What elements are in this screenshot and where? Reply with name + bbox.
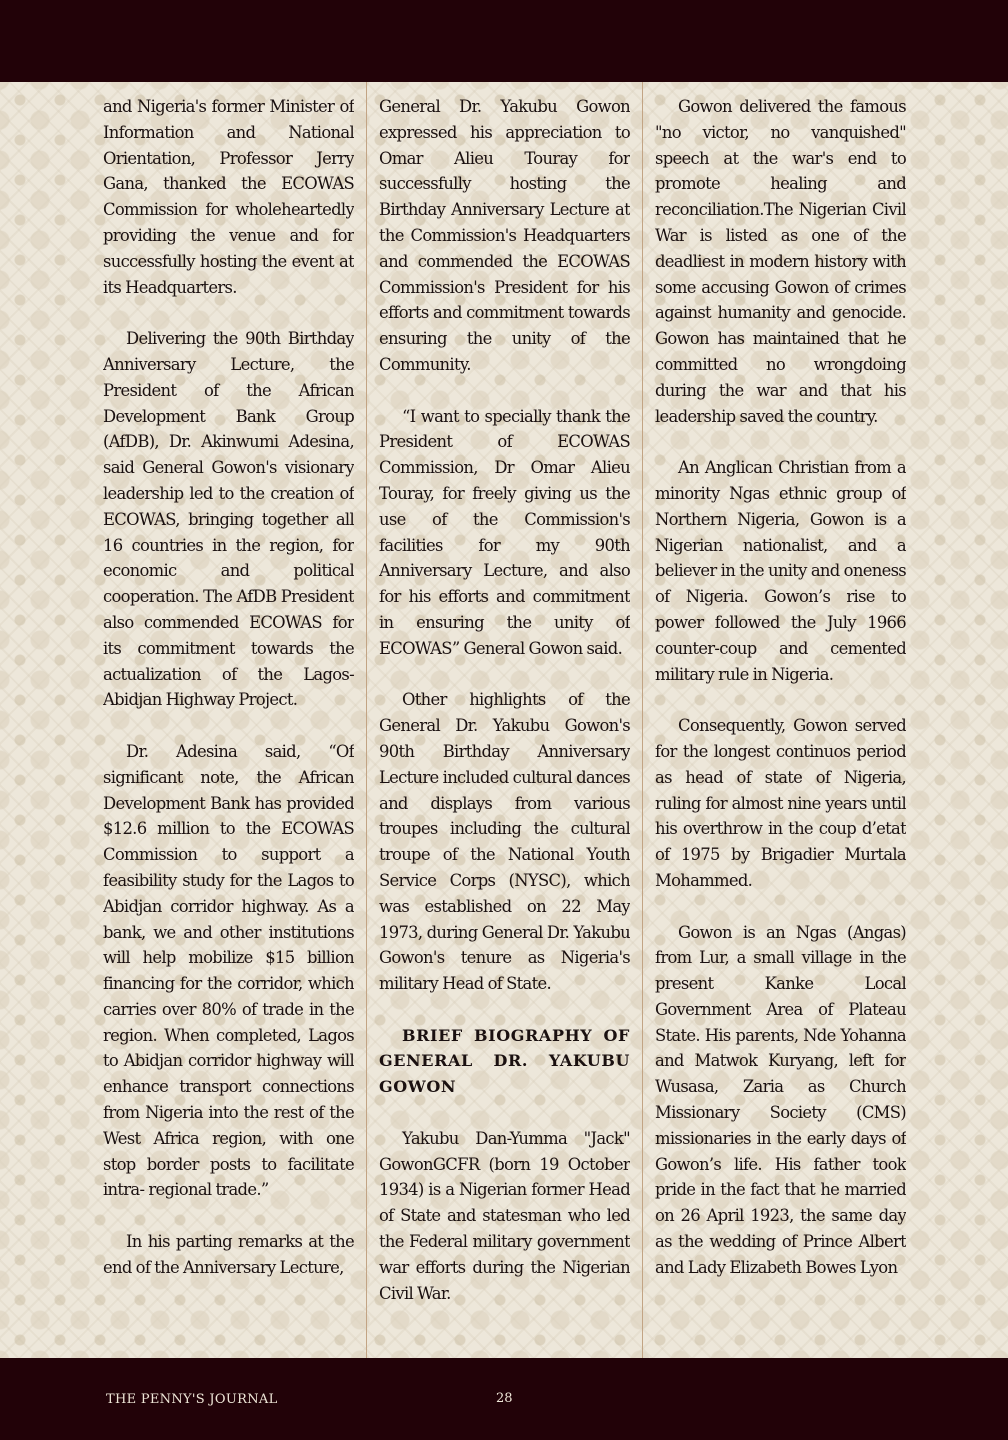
paragraph: Dr. Adesina said, “Of significant note, the African Development Bank has provided $12.6 million to the ECOWAS Commission to support a feasibility study for the Lagos to Abidjan corridor highway. As a bank, we and other institutions will help mobilize $15 billion financing for the corridor, which carries over 80% of trade in the region. When completed, Lagos to Abidjan corridor highway will enhance transport connections from Nigeria into the rest of the West Africa region, with one stop border posts to facilitate intra- regional trade.” xyxy=(103,741,354,1200)
section-heading: BRIEF BIOGRAPHY OF GENERAL DR. YAKUBU GOWON xyxy=(379,1025,630,1097)
paragraph: Gowon delivered the famous "no victor, no vanquished" speech at the war's end to promote healing and reconciliation.The Nigerian Civil War is listed as one of the deadliest in modern history with some accusing Gowon of crimes against humanity and genocide. Gowon has maintained that he committed no wrongdoing during the war and that his leadership saved the country. xyxy=(655,97,906,426)
top-banner xyxy=(0,0,1008,82)
article-column-2 xyxy=(379,94,630,1356)
article-column-1 xyxy=(103,94,354,1356)
column-divider xyxy=(366,82,367,1358)
paragraph: In his parting remarks at the end of the Anniversary Lecture, xyxy=(103,1232,354,1277)
paragraph: Delivering the 90th Birthday Anniversary Lecture, the President of the African Development Bank Group (AfDB), Dr. Akinwumi Adesina, said General Gowon's visionary leadership led to the creation of ECOWAS, bringing together all 16 countries in the region, for economic and political cooperation. The AfDB President also commended ECOWAS for its commitment towards the actualization of the Lagos-Abidjan Highway Project. xyxy=(103,329,354,710)
paragraph: “I want to specially thank the President of ECOWAS Commission, Dr Omar Alieu Touray, for freely giving us the use of the Commission's facilities for my 90th Anniversary Lecture, and also for his efforts and commitment in ensuring the unity of ECOWAS” General Gowon said. xyxy=(379,406,630,658)
publication-name: THE PENNY'S JOURNAL xyxy=(106,1392,278,1407)
paragraph: and Nigeria's former Minister of Information and National Orientation, Professor Jerry Gana, thanked the ECOWAS Commission for wholeheartedly providing the venue and for successfully hosting the event at its Headquarters. xyxy=(103,97,354,297)
paragraph: Consequently, Gowon served for the longest continuos period as head of state of Nigeria, ruling for almost nine years until his overthrow in the coup d’etat of 1975 by Brigadier Murtala Mohammed. xyxy=(655,716,906,890)
paragraph: Gowon is an Ngas (Angas) from Lur, a small village in the present Kanke Local Government Area of Plateau State. His parents, Nde Yohanna and Matwok Kuryang, left for Wusasa, Zaria as Church Missionary Society (CMS) missionaries in the early days of Gowon’s life. His father took pride in the fact that he married on 26 April 1923, the same day as the wedding of Prince Albert and Lady Elizabeth Bowes Lyon xyxy=(655,922,906,1277)
paragraph: General Dr. Yakubu Gowon expressed his appreciation to Omar Alieu Touray for successfully hosting the Birthday Anniversary Lecture at the Commission's Headquarters and commended the ECOWAS Commission's President for his efforts and commitment towards ensuring the unity of the Community. xyxy=(379,97,630,374)
footer-bar xyxy=(0,1358,1008,1440)
page-number: 28 xyxy=(496,1391,513,1406)
paragraph: An Anglican Christian from a minority Ngas ethnic group of Northern Nigeria, Gowon is a Nigerian nationalist, and a believer in the unity and oneness of Nigeria. Gowon’s rise to power followed the July 1966 counter-coup and cemented military rule in Nigeria. xyxy=(655,458,906,684)
article-column-3 xyxy=(655,94,906,1356)
paragraph: Other highlights of the General Dr. Yakubu Gowon's 90th Birthday Anniversary Lecture included cultural dances and displays from various troupes including the cultural troupe of the National Youth Service Corps (NYSC), which was established on 22 May 1973, during General Dr. Yakubu Gowon's tenure as Nigeria's military Head of State. xyxy=(379,690,630,994)
column-divider xyxy=(642,82,643,1358)
paragraph: Yakubu Dan-Yumma "Jack" GowonGCFR (born 19 October 1934) is a Nigerian former Head of State and statesman who led the Federal military government war efforts during the Nigerian Civil War. xyxy=(379,1128,630,1303)
